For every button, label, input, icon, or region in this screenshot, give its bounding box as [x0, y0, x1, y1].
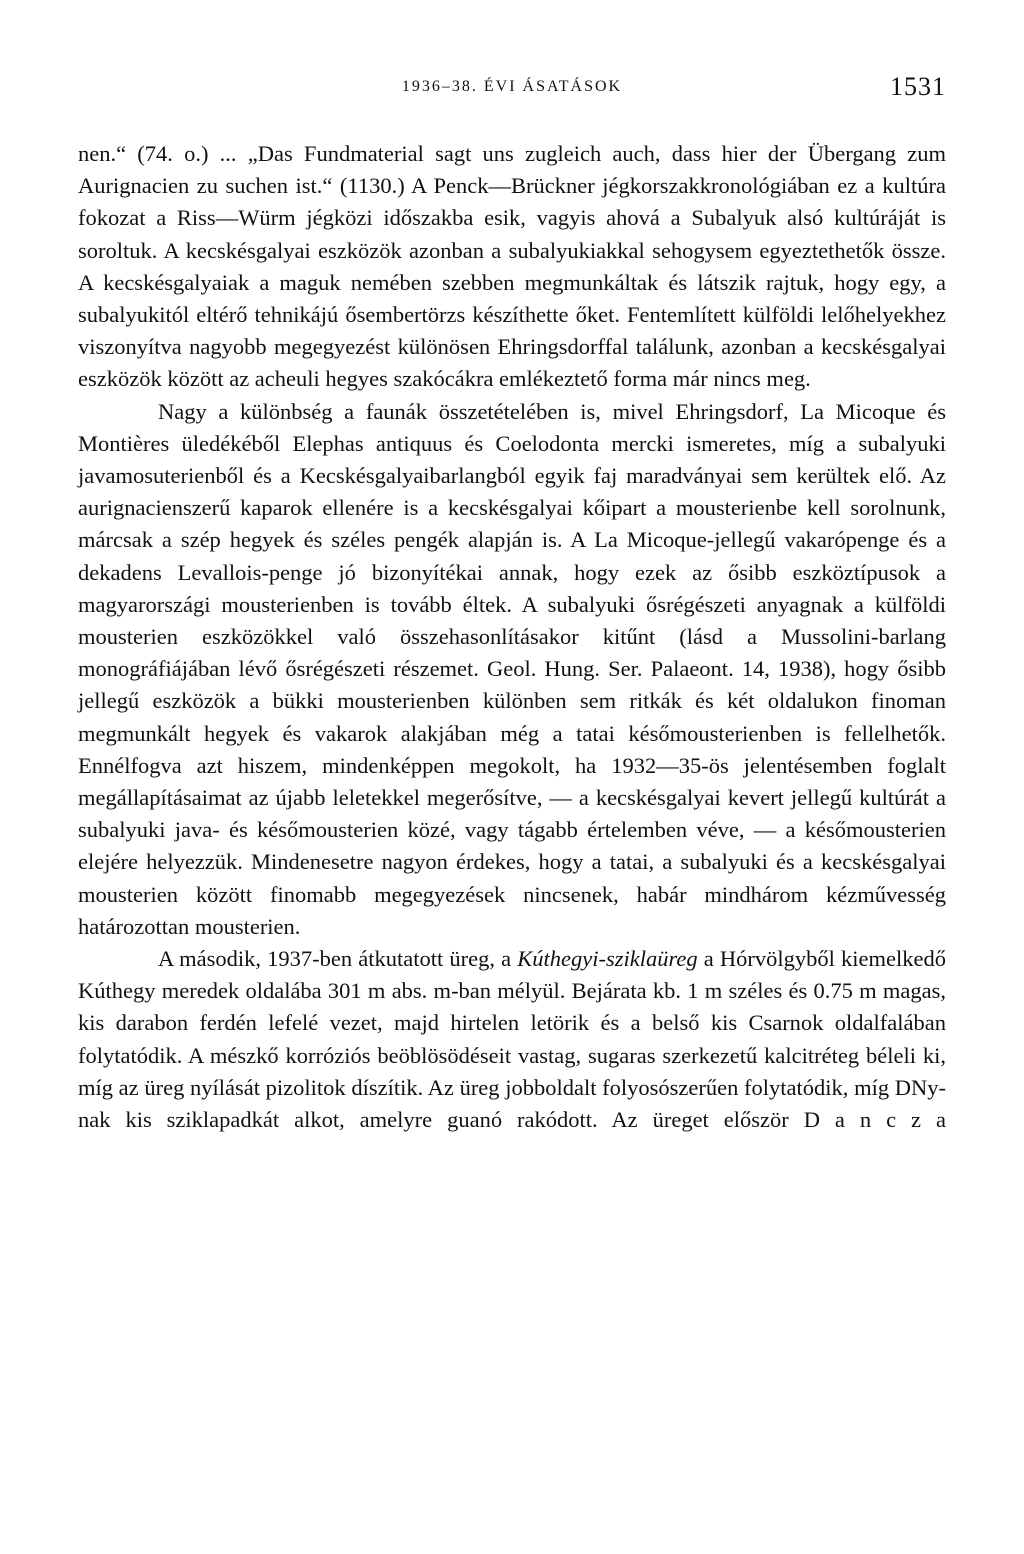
page-number: 1531 — [890, 72, 946, 101]
paragraph-text: nen.“ (74. o.) ... „Das Fundmaterial sagt uns zugleich auch, dass hier der Übergang zum Aurignacien zu suchen ist.“ (1130.) A Penck—Brückner jégkorszakkronológiában ez a kultúra fokozat a Riss—Würm jégközi időszakba esik, vagyis ahová a Subalyuk alsó kultúráját is soroltuk. A kecskésgalyai eszközök azonban a subalyukiakkal sehogysem egyeztethetők össze. A kecskésgalyaiak a maguk nemében szebben megmunkáltak és látszik rajtuk, hogy egy, a subalyukitól eltérő tehnikájú ősembertörzs készíthette őket. Fentemlített külföldi lelőhelyekhez viszonyítva nagyobb megegyezést különösen Ehringsdorffal találunk, azonban a kecskésgalyai eszközök között az acheuli hegyes szakócákra emlékeztető forma már nincs meg. — [78, 141, 946, 392]
page-header — [78, 70, 946, 110]
paragraph-fauna — [78, 396, 946, 943]
paragraph-continuation — [78, 138, 946, 396]
running-title: 1936–38. ÉVI ÁSATÁSOK — [401, 78, 623, 95]
cave-name: Kúthegyi-sziklaüreg — [517, 946, 698, 972]
paragraph-text-after: a Hórvölgyből kiemelkedő Kúthegy meredek oldalába 301 m abs. m-ban mélyül. Bejárata kb. 1 m széles és 0.75 m magas, kis darabon ferdén lefelé vezet, majd hirtelen letörik és a belső kis Csarnok oldalfalában folytatódik. A mészkő korróziós beöblösödéseit vastag, sugaras szerkezetű kalcitréteg béleli ki, míg az üreg nyílását pizolitok díszítik. Az üreg jobboldalt folyosószerűen folytatódik, míg DNy-nak kis sziklapadkát alkot, amelyre guanó rakódott. Az üreget először D a n c z a — [78, 946, 946, 1133]
paragraph-text-before: A második, 1937-ben átkutatott üreg, a — [158, 946, 518, 972]
paragraph-kuthegy — [78, 943, 946, 1136]
document-page — [78, 70, 946, 1136]
paragraph-text: Nagy a különbség a faunák összetételében is, mivel Ehringsdorf, La Micoque és Montières üledékéből Elephas antiquus és Coelodonta mercki ismeretes, míg a subalyuki javamosuterienből és a Kecskésgalyaibarlangból egyik faj maradványai sem kerültek elő. Az aurignacienszerű kaparok ellenére is a kecskésgalyai kőipart a mousterienbe kell sorolnunk, márcsak a szép hegyek és széles pengék alapján is. A La Micoque-jellegű vakarópenge és a dekadens Levallois-penge jó bizonyítékai annak, hogy ezek az ősibb eszköztípusok a magyarországi mousterienben is tovább éltek. A subalyuki ősrégészeti anyagnak a külföldi mousterien eszközökkel való összehasonlításakor kitűnt (lásd a Mussolini-barlang monográfiájában lévő ősrégészeti részemet. Geol. Hung. Ser. Palaeont. 14, 1938), hogy ősibb jellegű eszközök a bükki mousterienben különben sem ritkák és két oldalukon finoman megmunkált hegyek és vakarok alakjában még a tatai későmousterienben is fellelhetők. Ennélfogva azt hiszem, mindenképpen megokolt, ha 1932—35-ös jelentésemben foglalt megállapításaimat az újabb leletekkel megerősítve, — a kecskésgalyai kevert jellegű kultúrát a subalyuki java- és későmousterien közé, vagy tágabb értelemben véve, — a későmousterien elejére helyezzük. Mindenesetre nagyon érdekes, hogy a tatai, a subalyuki és a kecskésgalyai mousterien között finomabb megegyezések nincsenek, habár mindhárom kézművesség határozottan mousterien. — [78, 398, 946, 939]
body-text — [78, 138, 946, 1136]
